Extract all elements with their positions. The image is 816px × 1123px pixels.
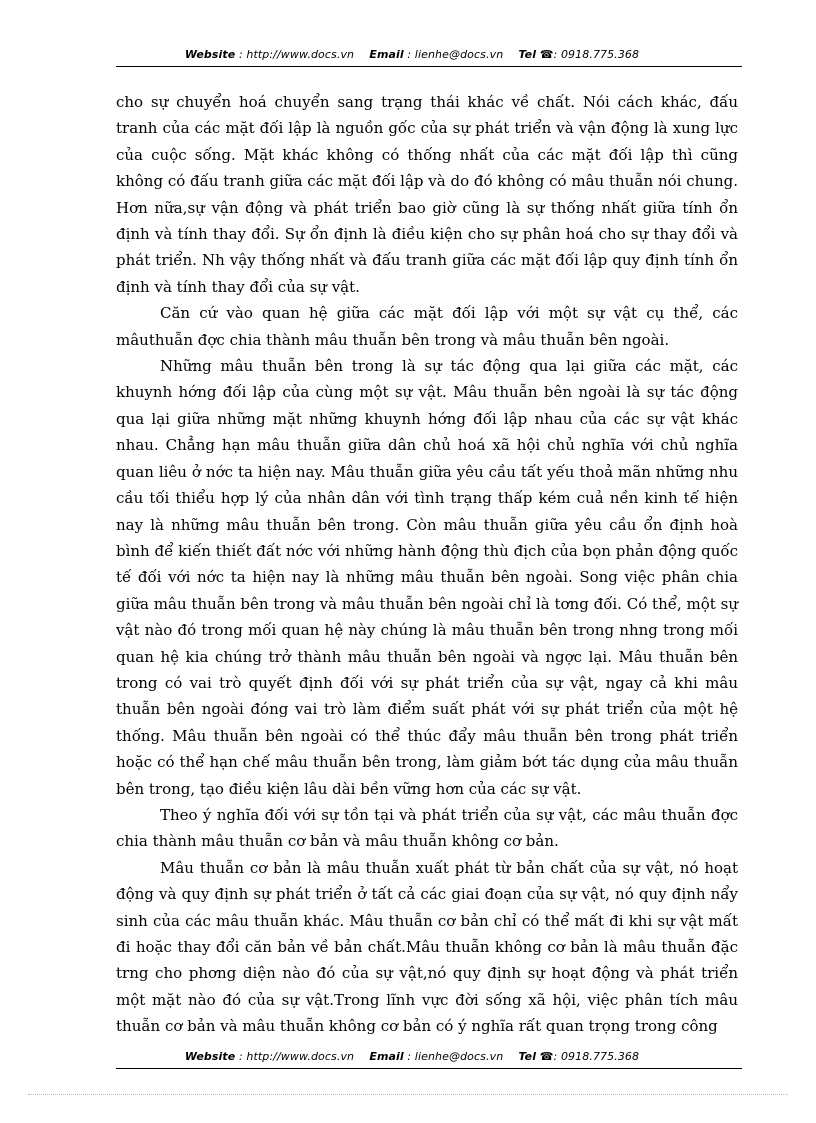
email-address: : lienhe@docs.vn: [407, 1050, 504, 1063]
email-label: Email: [369, 1050, 404, 1063]
tel-number: : 0918.775.368: [553, 1050, 640, 1063]
header-divider: [116, 66, 742, 67]
website-url: : http://www.docs.vn: [238, 48, 355, 61]
website-url: : http://www.docs.vn: [238, 1050, 355, 1063]
phone-icon: ☎: [539, 1050, 554, 1063]
paragraph: cho sự chuyển hoá chuyển sang trạng thái khác về chất. Nói cách khác, đấu tranh của các mặt đối lập là nguồn gốc của sự phát triển và vận động là xung lực của cuộc sống. Mặt khác không có thống nhất của các mặt đối lập thì cũng không có đấu tranh giữa các mặt đối lập và do đó không có mâu thuẫn nói chung. Hơn nữa,sự vận động và phát triển bao giờ cũng là sự thống nhất giữa tính ổn định và tính thay đổi. Sự ổn định là điều kiện cho sự phân hoá cho sự thay đổi và phát triển. Nh vậy thống nhất và đấu tranh giữa các mặt đối lập quy định tính ổn định và tính thay đổi của sự vật.: [116, 93, 738, 296]
paragraph: Căn cứ vào quan hệ giữa các mặt đối lập với một sự vật cụ thể, các mâuthuẫn đợc chia thành mâu thuẫn bên trong và mâu thuẫn bên ngoài.: [116, 304, 738, 349]
page-edge-divider: [28, 1094, 788, 1095]
page-header: [82, 48, 742, 61]
email-label: Email: [369, 48, 404, 61]
tel-number: : 0918.775.368: [553, 48, 640, 61]
paragraph: Theo ý nghĩa đối với sự tồn tại và phát triển của sự vật, các mâu thuẫn đợc chia thành mâu thuẫn cơ bản và mâu thuẫn không cơ bản.: [116, 805, 738, 851]
tel-label: Tel: [518, 1050, 537, 1063]
paragraph: Những mâu thuẫn bên trong là sự tác động qua lại giữa các mặt, các khuynh hớng đối lập của cùng một sự vật. Mâu thuẫn bên ngoài là sự tác động qua lại giữa những mặt những khuynh hớng đối lập nhau của các sự vật khác nhau. Chẳng hạn mâu thuẫn giữa dân chủ hoá xã hội chủ nghĩa với chủ nghĩa quan liêu ở nớc ta hiện nay. Mâu thuẫn giữa yêu cầu tất yếu thoả mãn những nhu cầu tối thiểu hợp lý của nhân dân với tình trạng thấp kém cuả nền kinh tế hiện nay là những mâu thuẫn bên trong. Còn mâu thuẫn giữa yêu cầu ổn định hoà bình để kiến thiết đất nớc với những hành động thù địch của bọn phản động quốc tế đối với nớc ta hiện nay là những mâu thuẫn bên ngoài. Song việc phân chia giữa mâu thuẫn bên trong và mâu thuẫn bên ngoài chỉ là tơng đối. Có thể, một sự vật nào đó trong mối quan hệ này chúng là mâu thuẫn bên trong nhng trong mối quan hệ kia chúng trở thành mâu thuẫn bên ngoài và ngợc lại. Mâu thuẫn bên trong có vai trò quyết định đối với sự phát triển của sự vật, ngay cả khi mâu thuẫn bên ngoài đóng vai trò làm điểm suất phát với sự phát triển của một hệ thống. Mâu thuẫn bên ngoài có thể thúc đẩy mâu thuẫn bên trong phát triển hoặc có thể hạn chế mâu thuẫn bên trong, làm giảm bớt tác dụng của mâu thuẫn bên trong, tạo điều kiện lâu dài bền vững hơn của các sự vật.: [116, 357, 738, 798]
paragraph: Mâu thuẫn cơ bản là mâu thuẫn xuất phát từ bản chất của sự vật, nó hoạt động và quy định sự phát triển ở tất cả các giai đoạn của sự vật, nó quy định nẩy sinh của các mâu thuẫn khác. Mâu thuẫn cơ bản chỉ có thể mất đi khi sự vật mất đi hoặc thay đổi căn bản về bản chất.Mâu thuẫn không cơ bản là mâu thuẫn đặc trng cho phơng diện nào đó của sự vật,nó quy định sự hoạt động và phát triển một mặt nào đó của sự vật.Trong lĩnh vực đời sống xã hội, việc phân tích mâu thuẫn cơ bản và mâu thuẫn không cơ bản có ý nghĩa rất quan trọng trong công: [116, 858, 738, 1036]
email-address: : lienhe@docs.vn: [407, 48, 504, 61]
tel-label: Tel: [518, 48, 537, 61]
website-label: Website: [184, 1050, 236, 1063]
footer-divider: [116, 1068, 742, 1069]
phone-icon: ☎: [539, 48, 554, 61]
page-footer: [82, 1050, 742, 1063]
website-label: Website: [184, 48, 236, 61]
document-body: [116, 89, 738, 1040]
